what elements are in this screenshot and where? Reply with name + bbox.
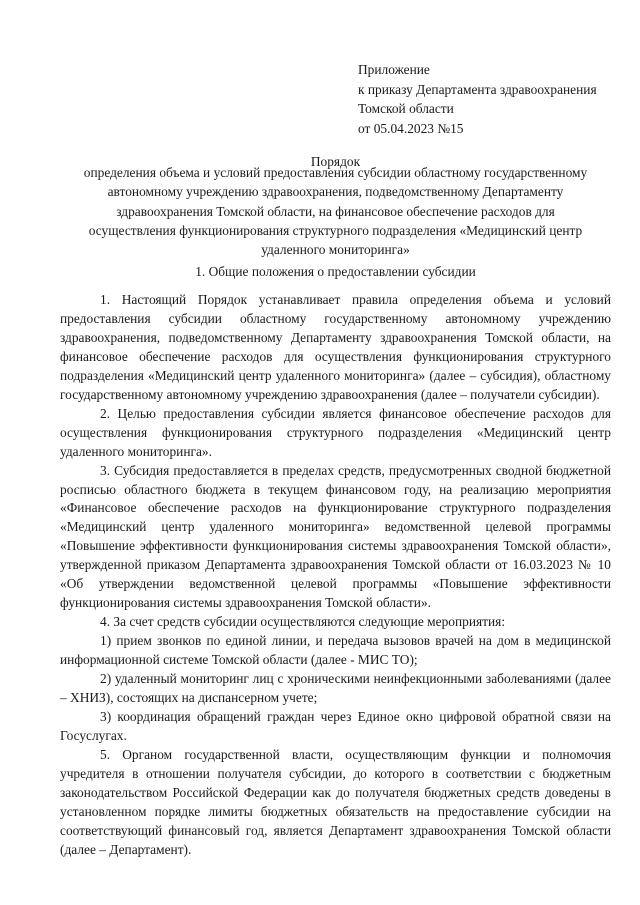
- subtitle-line: здравоохранения Томской области, на финансовое обеспечение расходов для: [116, 203, 555, 219]
- section-heading: 1. Общие положения о предоставлении субсидии: [195, 264, 476, 279]
- list-item: 3) координация обращений граждан через Единое окно цифровой обратной связи на Госуслугах.: [60, 708, 611, 743]
- document-title: Порядок: [310, 154, 361, 169]
- subtitle-line: автономному учреждению здравоохранения, подведомственному Департаменту: [107, 184, 564, 200]
- list-item: 1) прием звонков по единой линии, и передача вызовов врачей на дом в медицинской информационной системе Томской области (далее - МИС ТО);: [60, 633, 611, 668]
- subtitle-line: удаленного мониторинга»: [261, 242, 410, 258]
- list-item: 2) удаленный мониторинг лиц с хроническими неинфекционными заболеваниями (далее – ХНИЗ), состоящих на диспансерном учете;: [60, 671, 611, 706]
- appendix-block: [358, 60, 628, 138]
- subtitle-line: осуществления функционирования структурного подразделения «Медицинский центр: [88, 222, 583, 238]
- appendix-line: к приказу Департамента здравоохранения: [358, 81, 597, 97]
- paragraph: 2. Целью предоставления субсидии является финансовое обеспечение расходов для осуществления функционирования структурного подразделения «Медицинский центр удаленного мониторинга».: [60, 405, 611, 459]
- document-body: [60, 291, 611, 860]
- document-subtitle: [60, 163, 611, 259]
- appendix-line: Приложение: [358, 62, 430, 77]
- paragraph: 5. Органом государственной власти, осуществляющим функции и полномочия учредителя в отношении получателя субсидии, до которого в соответствии с бюджетным законодательством Российской Федерации как до получателя бюджетных средств доведены в установленном порядке лимиты бюджетных обязательств на предоставление субсидии на соответствующий финансовый год, является Департамент здравоохранения Томской области (далее – Департамент).: [60, 746, 611, 857]
- appendix-line: Томской области: [358, 101, 454, 116]
- paragraph: 4. За счет средств субсидии осуществляются следующие мероприятия:: [100, 614, 506, 630]
- paragraph: 3. Субсидия предоставляется в пределах средств, предусмотренных сводной бюджетной росписью областного бюджета в текущем финансовом году, на реализацию мероприятия «Финансовое обеспечение расходов на функционирование структурного подразделения «Медицинский центр удаленного мониторинга» ведомственной целевой программы «Повышение эффективности функционирования системы здравоохранения Томской области», утвержденной приказом Департамента здравоохранения Томской области от 16.03.2023 № 10 «Об утверждении ведомственной целевой программы «Повышение эффективности функционирования системы здравоохранения Томской области».: [60, 462, 611, 611]
- subtitle-line: определения объема и условий предоставления субсидии областному государственному: [83, 165, 588, 180]
- paragraph: 1. Настоящий Порядок устанавливает правила определения объема и условий предоставления субсидии областному государственному автономному учреждению здравоохранения, подведомственному Департаменту здравоохранения Томской области, на финансовое обеспечение расходов для осуществления функционирования структурного подразделения «Медицинский центр удаленного мониторинга» (далее – субсидия), областному государственному автономному учреждению здравоохранения (далее – получатели субсидии).: [60, 292, 611, 402]
- appendix-date-line: от 05.04.2023 №15: [358, 120, 464, 136]
